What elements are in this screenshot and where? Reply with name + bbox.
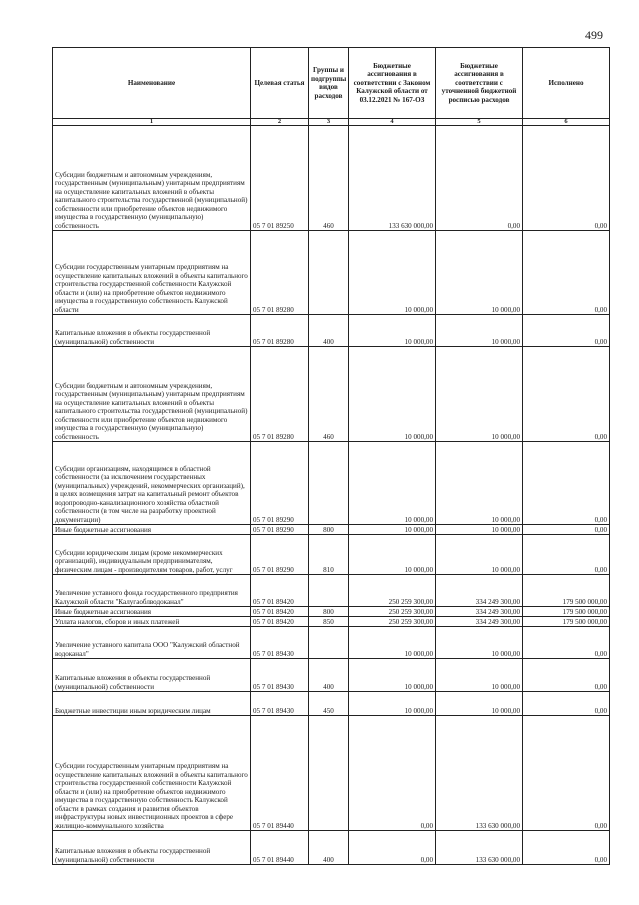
row-executed: 0,00 <box>523 659 610 692</box>
table-row <box>53 659 610 692</box>
row-expense-group: 460 <box>309 126 349 231</box>
row-expense-group: 810 <box>309 535 349 575</box>
row-executed: 179 500 000,00 <box>523 575 610 607</box>
row-revised-allocation: 10 000,00 <box>436 535 523 575</box>
row-executed: 0,00 <box>523 716 610 831</box>
row-expense-group: 460 <box>309 347 349 442</box>
row-law-allocation: 10 000,00 <box>349 659 436 692</box>
header-target-article: Целевая статья <box>251 48 309 119</box>
row-target-article: 05 7 01 89290 <box>251 535 309 575</box>
row-revised-allocation: 10 000,00 <box>436 231 523 315</box>
table-row <box>53 575 610 607</box>
row-law-allocation: 10 000,00 <box>349 535 436 575</box>
row-name: Уплата налогов, сборов и иных платежей <box>53 617 251 627</box>
row-name: Капитальные вложения в объекты государственной (муниципальной) собственности <box>53 659 251 692</box>
row-law-allocation: 250 259 300,00 <box>349 607 436 617</box>
row-target-article: 05 7 01 89440 <box>251 716 309 831</box>
column-number: 3 <box>309 119 349 126</box>
table-row <box>53 535 610 575</box>
row-executed: 0,00 <box>523 525 610 535</box>
header-law-allocation: Бюджетные ассигнования в соответствии с Законом Калужской области от 03.12.2021 № 167-ОЗ <box>349 48 436 119</box>
row-revised-allocation: 10 000,00 <box>436 442 523 525</box>
row-revised-allocation: 334 249 300,00 <box>436 607 523 617</box>
row-law-allocation: 250 259 300,00 <box>349 617 436 627</box>
row-revised-allocation: 10 000,00 <box>436 525 523 535</box>
row-executed: 0,00 <box>523 126 610 231</box>
header-name: Наименование <box>53 48 251 119</box>
row-law-allocation: 10 000,00 <box>349 442 436 525</box>
row-expense-group: 400 <box>309 831 349 865</box>
header-expense-group: Группы и подгруппы видов расходов <box>309 48 349 119</box>
table-row <box>53 126 610 231</box>
row-executed: 179 500 000,00 <box>523 607 610 617</box>
row-name: Субсидии государственным унитарным предприятиям на осуществление капитальных вложений в объекты капитального строительства государственной собственности Калужской области и (или) на приобретение объектов недвижимого имущества в государственную собственность Калужской области в рамках создания и развития объектов инфраструктуры новых инвестиционных проектов в сфере жилищно-коммунального хозяйства <box>53 716 251 831</box>
row-expense-group: 800 <box>309 607 349 617</box>
table-row <box>53 692 610 716</box>
table-row <box>53 442 610 525</box>
row-name: Субсидии государственным унитарным предприятиям на осуществление капитальных вложений в объекты капитального строительства государственной собственности Калужской области и (или) на приобретение объектов недвижимого имущества в государственную собственность Калужской области <box>53 231 251 315</box>
row-revised-allocation: 133 630 000,00 <box>436 716 523 831</box>
row-revised-allocation: 10 000,00 <box>436 347 523 442</box>
row-executed: 0,00 <box>523 535 610 575</box>
row-name: Субсидии бюджетным и автономным учреждениям, государственным (муниципальным) унитарным предприятиям на осуществление капитальных вложений в объекты капитального строительства государственной (муниципальной) собственности или приобретение объектов недвижимого имущества в государственную (муниципальную) собственность <box>53 347 251 442</box>
column-number: 2 <box>251 119 309 126</box>
row-revised-allocation: 10 000,00 <box>436 692 523 716</box>
row-expense-group: 850 <box>309 617 349 627</box>
header-executed: Исполнено <box>523 48 610 119</box>
row-expense-group: 400 <box>309 315 349 347</box>
row-expense-group <box>309 231 349 315</box>
row-law-allocation: 10 000,00 <box>349 692 436 716</box>
row-expense-group: 450 <box>309 692 349 716</box>
row-revised-allocation: 334 249 300,00 <box>436 575 523 607</box>
row-executed: 0,00 <box>523 692 610 716</box>
row-name: Увеличение уставного фонда государственного предприятия Калужской области "Калугаоблводоканал" <box>53 575 251 607</box>
table-row <box>53 627 610 659</box>
row-expense-group <box>309 627 349 659</box>
row-target-article: 05 7 01 89280 <box>251 231 309 315</box>
row-target-article: 05 7 01 89290 <box>251 525 309 535</box>
table-row <box>53 525 610 535</box>
row-target-article: 05 7 01 89420 <box>251 575 309 607</box>
row-law-allocation: 133 630 000,00 <box>349 126 436 231</box>
row-name: Капитальные вложения в объекты государственной (муниципальной) собственности <box>53 315 251 347</box>
row-target-article: 05 7 01 89420 <box>251 607 309 617</box>
row-expense-group <box>309 716 349 831</box>
row-law-allocation: 10 000,00 <box>349 231 436 315</box>
row-expense-group: 400 <box>309 659 349 692</box>
row-target-article: 05 7 01 89280 <box>251 347 309 442</box>
row-name: Увеличение уставного капитала ООО "Калужский областной водоканал" <box>53 627 251 659</box>
row-name: Субсидии юридическим лицам (кроме некоммерческих организаций), индивидуальным предпринимателям, физическим лицам - производителям товаров, работ, услуг <box>53 535 251 575</box>
table-row <box>53 831 610 865</box>
table-row <box>53 315 610 347</box>
table-row <box>53 607 610 617</box>
row-executed: 0,00 <box>523 347 610 442</box>
row-name: Капитальные вложения в объекты государственной (муниципальной) собственности <box>53 831 251 865</box>
row-target-article: 05 7 01 89420 <box>251 617 309 627</box>
row-expense-group <box>309 442 349 525</box>
row-law-allocation: 10 000,00 <box>349 525 436 535</box>
row-target-article: 05 7 01 89430 <box>251 627 309 659</box>
row-law-allocation: 10 000,00 <box>349 627 436 659</box>
row-executed: 179 500 000,00 <box>523 617 610 627</box>
header-row <box>53 48 610 119</box>
table-row <box>53 617 610 627</box>
row-expense-group <box>309 575 349 607</box>
table-row <box>53 347 610 442</box>
row-name: Иные бюджетные ассигнования <box>53 525 251 535</box>
column-number: 1 <box>53 119 251 126</box>
row-expense-group: 800 <box>309 525 349 535</box>
budget-table <box>52 47 610 865</box>
page-number: 499 <box>585 28 603 42</box>
row-target-article: 05 7 01 89290 <box>251 442 309 525</box>
column-number: 4 <box>349 119 436 126</box>
row-target-article: 05 7 01 89250 <box>251 126 309 231</box>
row-revised-allocation: 133 630 000,00 <box>436 831 523 865</box>
row-law-allocation: 10 000,00 <box>349 347 436 442</box>
column-number: 5 <box>436 119 523 126</box>
row-target-article: 05 7 01 89280 <box>251 315 309 347</box>
row-target-article: 05 7 01 89430 <box>251 659 309 692</box>
table-row <box>53 231 610 315</box>
row-executed: 0,00 <box>523 442 610 525</box>
row-target-article: 05 7 01 89430 <box>251 692 309 716</box>
row-name: Субсидии бюджетным и автономным учреждениям, государственным (муниципальным) унитарным предприятиям на осуществление капитальных вложений в объекты капитального строительства государственной (муниципальной) собственности или приобретение объектов недвижимого имущества в государственную (муниципальную) собственность <box>53 126 251 231</box>
row-executed: 0,00 <box>523 315 610 347</box>
row-law-allocation: 250 259 300,00 <box>349 575 436 607</box>
row-name: Иные бюджетные ассигнования <box>53 607 251 617</box>
header-revised-allocation: Бюджетные ассигнования в соответствии с уточненной бюджетной росписью расходов <box>436 48 523 119</box>
row-revised-allocation: 10 000,00 <box>436 627 523 659</box>
row-target-article: 05 7 01 89440 <box>251 831 309 865</box>
row-law-allocation: 0,00 <box>349 716 436 831</box>
row-executed: 0,00 <box>523 627 610 659</box>
row-revised-allocation: 0,00 <box>436 126 523 231</box>
row-law-allocation: 10 000,00 <box>349 315 436 347</box>
row-revised-allocation: 334 249 300,00 <box>436 617 523 627</box>
column-number-row <box>53 119 610 126</box>
column-number: 6 <box>523 119 610 126</box>
table-row <box>53 716 610 831</box>
row-law-allocation: 0,00 <box>349 831 436 865</box>
row-name: Субсидии организациям, находящимся в областной собственности (за исключением государственных (муниципальных) учреждений, некоммерческих организаций), в целях возмещения затрат на капитальный ремонт объектов водопроводно-канализационного хозяйства областной собственности (в том числе на разработку проектной документации) <box>53 442 251 525</box>
row-revised-allocation: 10 000,00 <box>436 659 523 692</box>
row-revised-allocation: 10 000,00 <box>436 315 523 347</box>
row-name: Бюджетные инвестиции иным юридическим лицам <box>53 692 251 716</box>
row-executed: 0,00 <box>523 231 610 315</box>
row-executed: 0,00 <box>523 831 610 865</box>
